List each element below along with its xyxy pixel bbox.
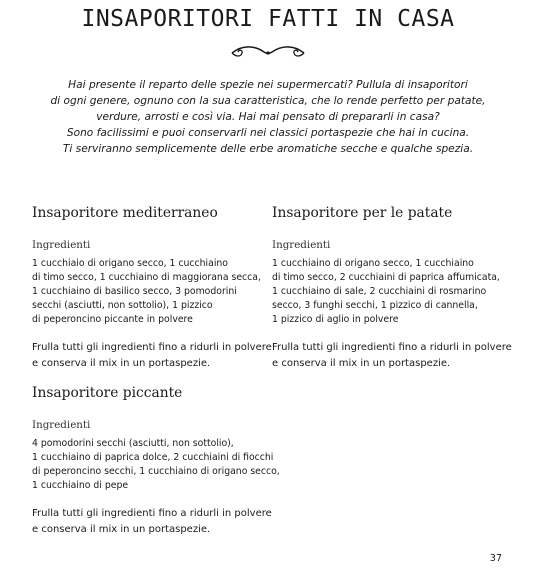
intro-line: Ti serviranno semplicemente delle erbe aromatiche secche e qualche spezia. — [62, 143, 474, 155]
recipe-title: Insaporitore per le patate — [272, 205, 453, 221]
method-line: Frulla tutti gli ingredienti fino a ridurli in polvere — [272, 342, 512, 353]
intro-line: di ogni genere, ognuno con la sua caratteristica, che lo rende perfetto per patate, — [50, 95, 486, 107]
method-line: e conserva il mix in un portaspezie. — [32, 358, 211, 369]
recipe-piccante — [32, 385, 280, 538]
ingredients-line: di peperoncino piccante in polvere — [32, 314, 193, 325]
intro-line: Sono facilissimi e puoi conservarli nei classici portaspezie che hai in cucina. — [66, 127, 470, 139]
recipe-title: Insaporitore piccante — [32, 385, 183, 401]
ingredients-line: 1 pizzico di aglio in polvere — [272, 314, 399, 325]
ingredients-list — [272, 257, 512, 327]
recipe-title: Insaporitore mediterraneo — [32, 205, 218, 221]
ingredients-line: 1 cucchiaino di sale, 2 cucchiaini di rosmarino — [272, 286, 487, 297]
method-line: Frulla tutti gli ingredienti fino a ridurli in polvere — [32, 342, 272, 353]
recipe-patate — [272, 205, 512, 372]
ingredients-line: di peperoncino secchi, 1 cucchiaino di origano secco, — [32, 466, 280, 477]
ingredients-line: di timo secco, 2 cucchiaini di paprica affumicata, — [272, 272, 500, 283]
scroll-flourish-icon — [228, 42, 308, 62]
ingredients-line: 1 cucchiaino di basilico secco, 3 pomodorini — [32, 286, 237, 297]
ingredients-line: di timo secco, 1 cucchiaino di maggiorana secca, — [32, 272, 261, 283]
page-title: INSAPORITORI FATTI IN CASA — [81, 6, 455, 32]
ingredients-heading: Ingredienti — [272, 239, 331, 251]
ingredients-line: secco, 3 funghi secchi, 1 pizzico di cannella, — [272, 300, 478, 311]
ingredients-line: secchi (asciutti, non sottolio), 1 pizzico — [32, 300, 213, 311]
ingredients-heading: Ingredienti — [32, 239, 91, 251]
method-line: e conserva il mix in un portaspezie. — [272, 358, 451, 369]
page-number: 37 — [489, 553, 502, 564]
ingredients-line: 1 cucchiaino di origano secco, 1 cucchiaino — [272, 258, 474, 269]
intro-line: verdure, arrosti e così via. Hai mai pensato di prepararli in casa? — [96, 111, 440, 123]
ingredients-line: 1 cucchiaino di pepe — [32, 480, 129, 491]
method-line: e conserva il mix in un portaspezie. — [32, 524, 211, 535]
recipe-mediterraneo — [32, 205, 272, 372]
intro-paragraph — [40, 77, 496, 157]
ingredients-list — [32, 257, 272, 327]
intro-line: Hai presente il reparto delle spezie nei supermercati? Pullula di insaporitori — [68, 79, 468, 91]
method-text — [32, 506, 280, 538]
method-text — [272, 340, 512, 372]
ingredients-line: 1 cucchiaino di paprica dolce, 2 cucchiaini di fiocchi — [32, 452, 274, 463]
method-text — [32, 340, 272, 372]
ingredients-line: 1 cucchiaio di origano secco, 1 cucchiaino — [32, 258, 228, 269]
ingredients-heading: Ingredienti — [32, 419, 91, 431]
ingredients-list — [32, 437, 280, 493]
ingredients-line: 4 pomodorini secchi (asciutti, non sottolio), — [32, 438, 234, 449]
method-line: Frulla tutti gli ingredienti fino a ridurli in polvere — [32, 508, 272, 519]
